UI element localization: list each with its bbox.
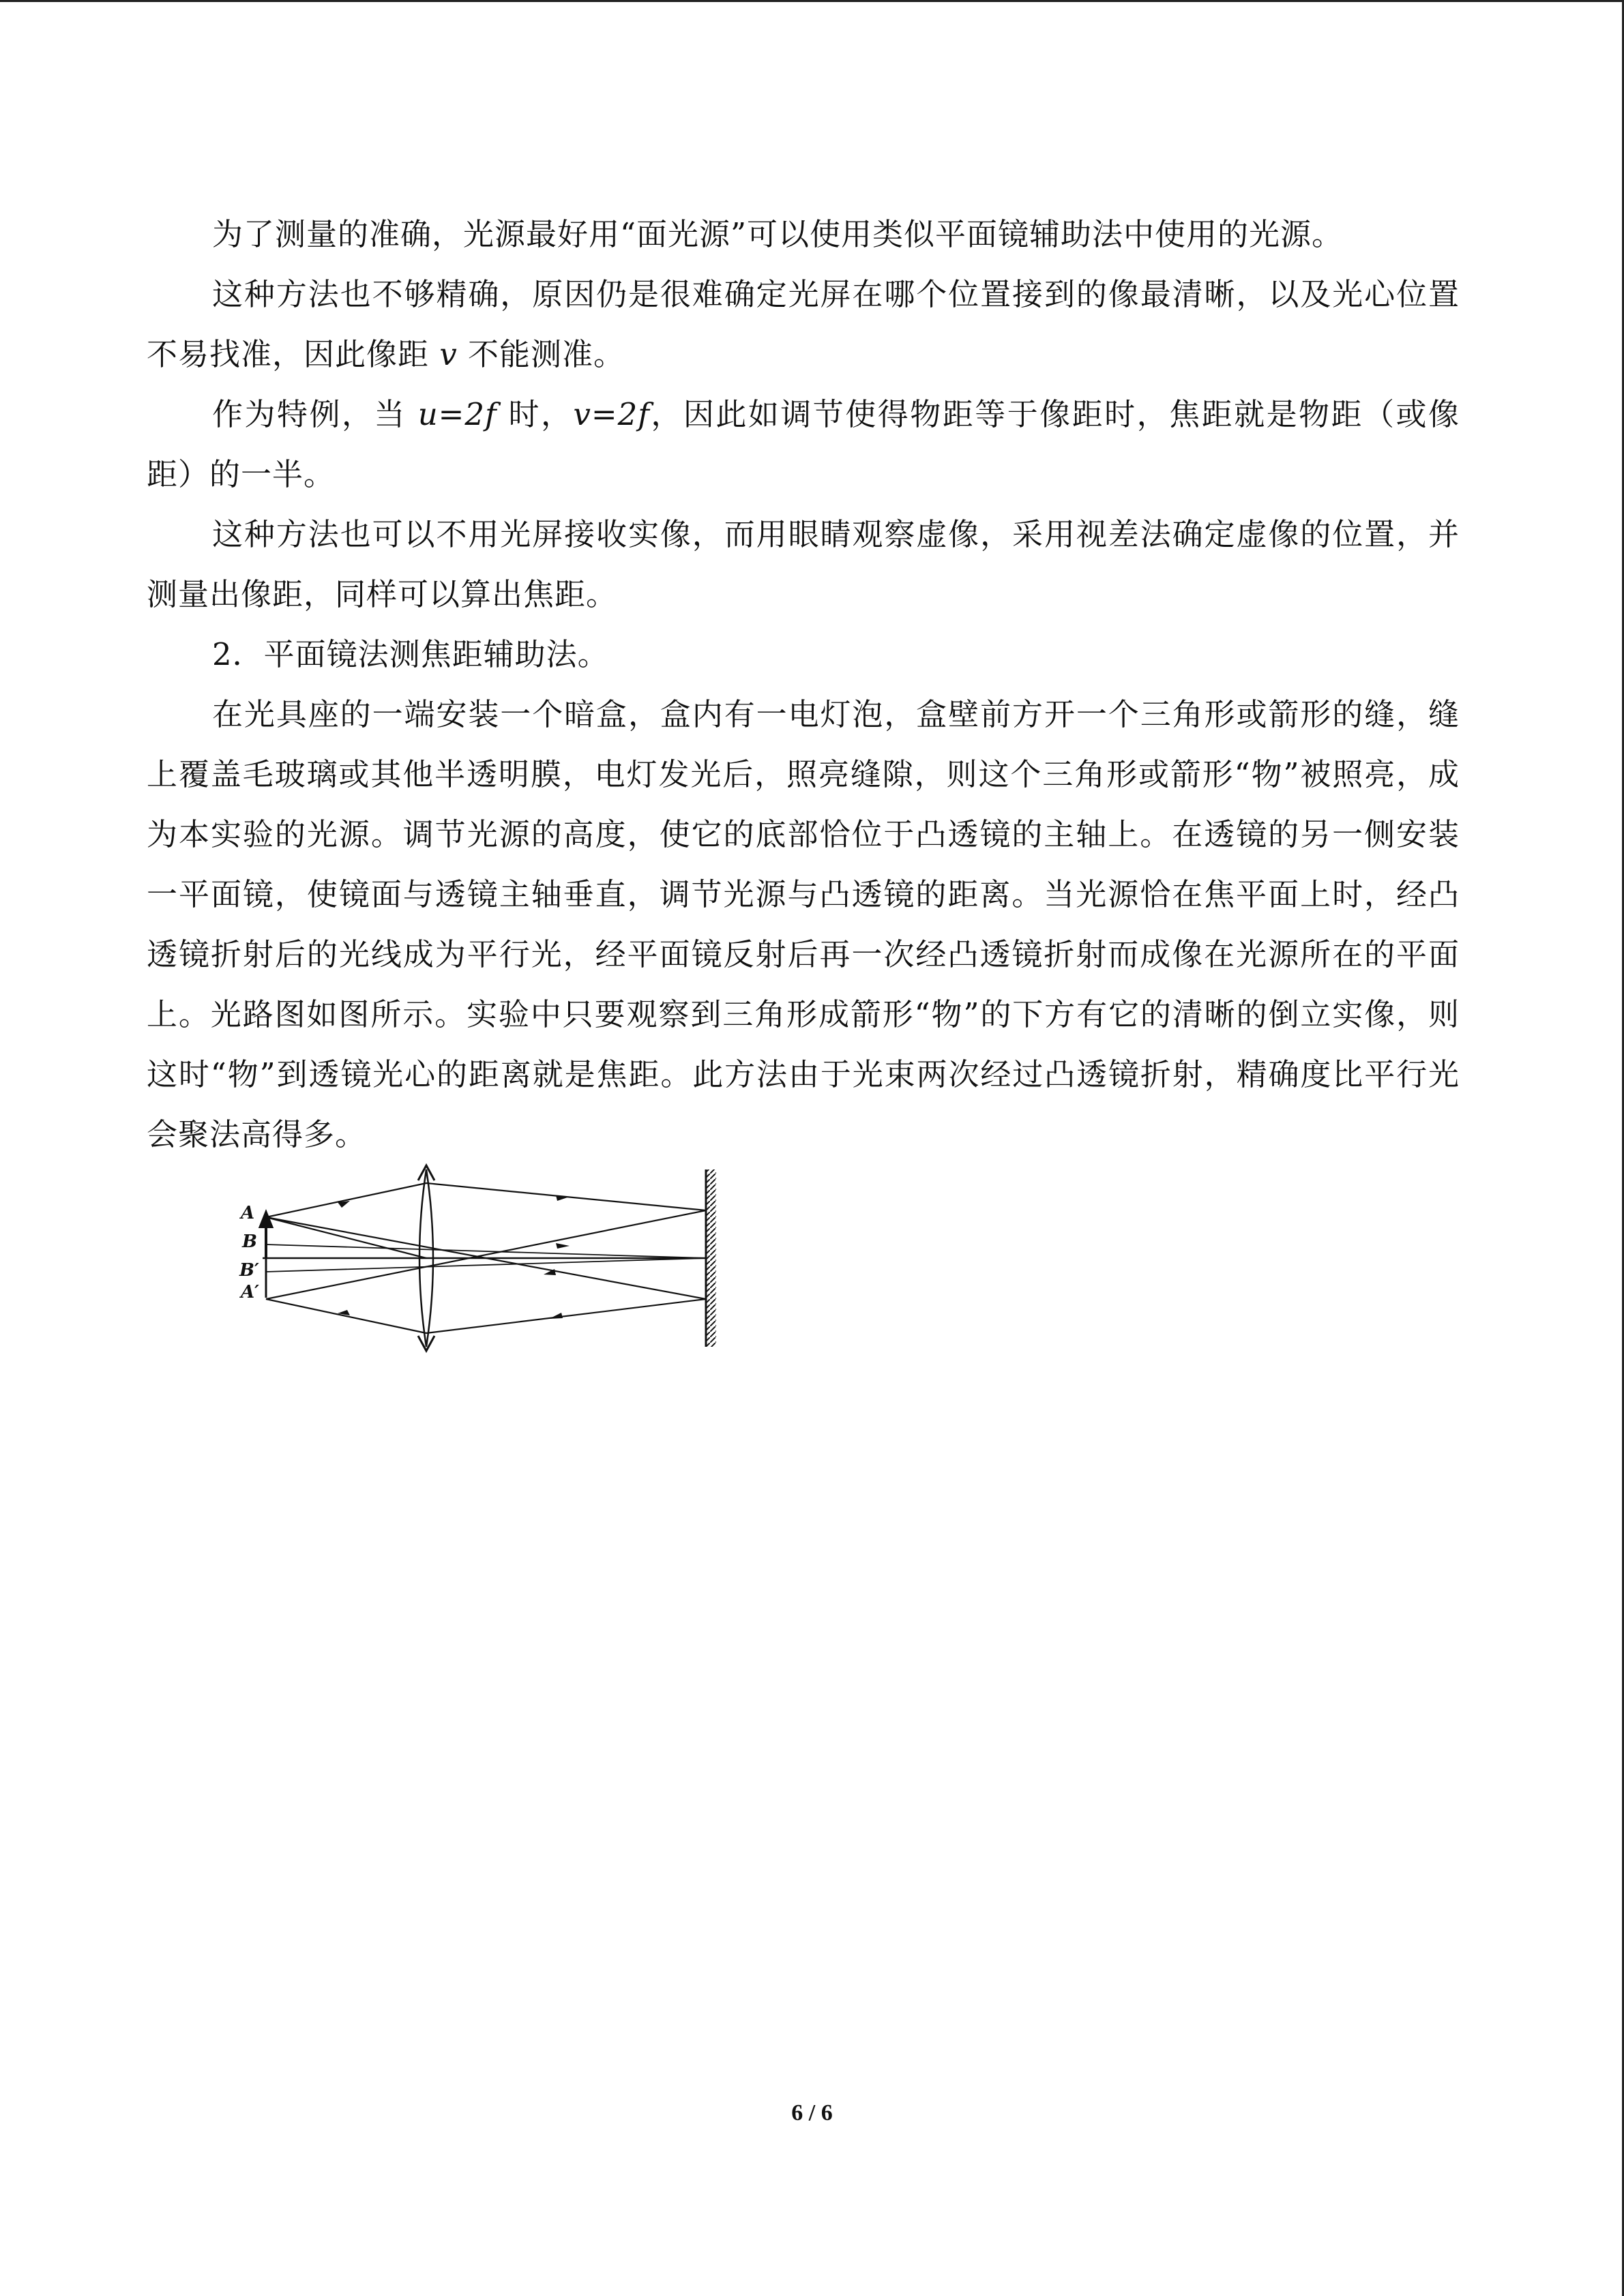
text-segment: 不能测准。: [457, 336, 625, 372]
paragraph-plane-mirror-method: 在光具座的一端安装一个暗盒，盒内有一电灯泡，盒壁前方开一个三角形或箭形的缝，缝上覆盖毛玻璃或其他半透明膜，电灯发光后，照亮缝隙，则这个三角形或箭形“物”被照亮，成为本实验的光源。调节光源的高度，使它的底部恰位于凸透镜的主轴上。在透镜的另一侧安装一平面镜，使镜面与透镜主轴垂直，调节光源与凸透镜的距离。当光源恰在焦平面上时，经凸透镜折射后的光线成为平行光，经平面镜反射后再一次经凸透镜折射而成像在光源所在的平面上。光路图如图所示。实验中只要观察到三角形成箭形“物”的下方有它的清晰的倒立实像，则这时“物”到透镜光心的距离就是焦距。此方法由于光束两次经过凸透镜折射，精确度比平行光会聚法高得多。: [147, 696, 1460, 1152]
equation-v-2f: v=2f: [573, 396, 650, 432]
mirror-hatching: [707, 1169, 716, 1347]
optical-path-diagram: [235, 1163, 726, 1367]
paragraph-parallax-method: 这种方法也可以不用光屏接收实像，而用眼睛观察虚像，采用视差法确定虚像的位置，并测量出像距，同样可以算出焦距。: [147, 516, 1460, 612]
ray-b-axis-upper: [266, 1244, 706, 1258]
ray-b-axis-lower: [266, 1258, 706, 1272]
paragraph-special-case: [147, 385, 1460, 505]
arrowhead: [556, 1243, 570, 1249]
arrowhead: [549, 1313, 563, 1319]
ray-a-upper: [266, 1183, 426, 1217]
page-number: 6 / 6: [791, 2100, 833, 2126]
paragraph-light-source: 为了测量的准确，光源最好用“面光源”可以使用类似平面镜辅助法中使用的光源。: [212, 216, 1344, 252]
label-a-prime: A′: [241, 1282, 260, 1302]
section-heading-plane-mirror: 2．平面镜法测焦距辅助法。: [212, 636, 609, 672]
text-segment: ，因此如调节使得物距等于像距时，焦距就是物距（或像距）的一半。: [147, 396, 1460, 492]
ray-return-lower: [426, 1299, 706, 1333]
label-b-prime: B′: [239, 1260, 259, 1281]
label-a: A: [241, 1203, 255, 1223]
ray-return-to-image: [266, 1299, 426, 1333]
equation-u-2f: u=2f: [417, 396, 497, 432]
document-body: [147, 205, 1460, 1165]
optical-path-svg: [235, 1163, 726, 1367]
label-b: B: [242, 1232, 257, 1252]
text-segment: 这种方法也不够精确，原因仍是很难确定光屏在哪个位置接到的像最清晰，以及光心位置不易找准，因此像距: [147, 276, 1460, 372]
ray-return-center: [266, 1210, 706, 1299]
text-segment: 时，: [497, 396, 574, 432]
variable-v: v: [439, 336, 458, 372]
ray-a-through-center: [266, 1217, 426, 1258]
text-segment: 作为特例，当: [212, 396, 418, 432]
paragraph-accuracy-limit: [147, 265, 1460, 385]
